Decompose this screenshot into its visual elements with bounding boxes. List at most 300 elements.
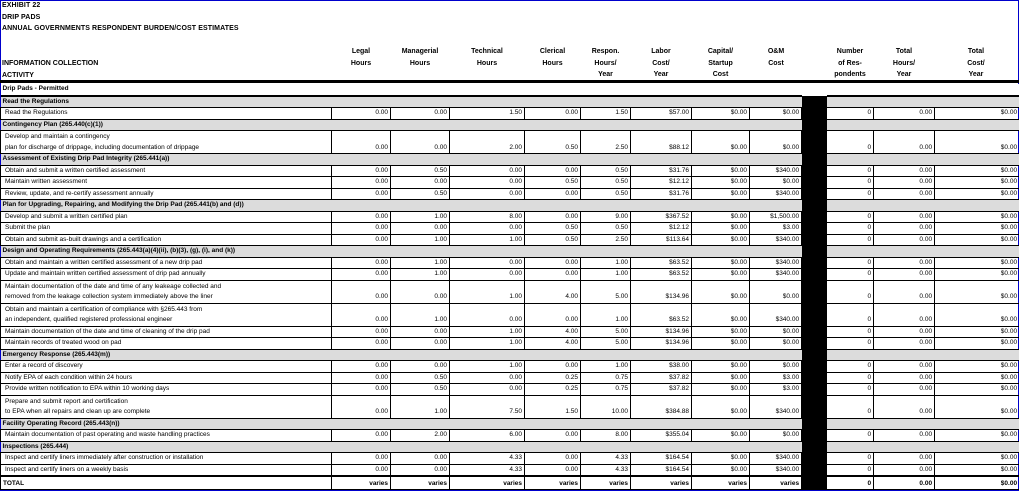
cell-om: $340.00	[750, 395, 802, 418]
cell-om: $1,500.00	[750, 211, 802, 223]
separator-cell	[802, 395, 827, 418]
cell-managerial: 1.00	[391, 211, 450, 223]
cell-respondents: 0	[827, 280, 874, 303]
cell-total-hours: 0.00	[874, 257, 935, 269]
cell-capital: $0.00	[692, 372, 750, 384]
col-header-respon: Respon. Hours/ Year	[591, 48, 620, 78]
cell-capital: $0.00	[692, 280, 750, 303]
cell-capital: $0.00	[692, 430, 750, 442]
cell-om: $340.00	[750, 234, 802, 246]
cell-managerial: 1.00	[391, 395, 450, 418]
activity-label-line: Obtain and maintain a certification of compliance with §265.443 from	[5, 305, 203, 313]
cell-managerial: 0.50	[391, 188, 450, 200]
section-title: Read the Regulations	[1, 96, 802, 108]
cell-clerical: 0.00	[525, 211, 581, 223]
cell-legal: 0.00	[332, 384, 391, 396]
cell-technical: 0.00	[450, 303, 525, 326]
cell-capital: $0.00	[692, 257, 750, 269]
cell-technical: 1.00	[450, 338, 525, 350]
cell-labor: $355.04	[631, 430, 692, 442]
cell-legal: 0.00	[332, 257, 391, 269]
cell-labor: $384.88	[631, 395, 692, 418]
cell-respondents: 0	[827, 372, 874, 384]
table-row	[1, 234, 1019, 246]
cell-clerical: 0.00	[525, 108, 581, 120]
col-header-activity-line1: INFORMATION COLLECTION	[2, 60, 99, 67]
cell-technical: 8.00	[450, 211, 525, 223]
cell-capital: $0.00	[692, 453, 750, 465]
col-header-capital: Capital/ Startup Cost	[707, 48, 734, 78]
cell-labor: $134.96	[631, 326, 692, 338]
cell-respon: 1.00	[581, 361, 631, 373]
separator-cell	[802, 165, 827, 177]
cell-respondents: 0	[827, 211, 874, 223]
cell-respon: 1.00	[581, 269, 631, 281]
cell-legal: 0.00	[332, 269, 391, 281]
activity-label-line: Inspect and certify liners on a weekly basis	[5, 465, 129, 473]
cell-technical: 1.00	[450, 234, 525, 246]
activity-label	[1, 211, 332, 223]
col-header-managerial: Managerial Hours	[401, 48, 439, 67]
col-header-activity-line2: ACTIVITY	[2, 71, 34, 79]
separator-cell	[802, 188, 827, 200]
cell-total-cost: $0.00	[935, 326, 1019, 338]
section-title: Contingency Plan (265.440(c)(1))	[1, 119, 802, 131]
cell-technical: 1.00	[450, 326, 525, 338]
cell-managerial: 0.00	[391, 280, 450, 303]
cell-total-cost: $0.00	[935, 257, 1019, 269]
cell-respondents: 0	[827, 108, 874, 120]
activity-label	[1, 361, 332, 373]
separator-cell	[802, 303, 827, 326]
cell-clerical: 0.00	[525, 257, 581, 269]
cell-respondents: 0	[827, 453, 874, 465]
cell-respon: 5.00	[581, 280, 631, 303]
cell-technical: 1.50	[450, 108, 525, 120]
cell-labor: $37.82	[631, 372, 692, 384]
cell-total-hours: 0.00	[874, 326, 935, 338]
table-row	[1, 338, 1019, 350]
activity-label	[1, 464, 332, 476]
section-header-row	[1, 119, 1019, 131]
cell-legal: 0.00	[332, 372, 391, 384]
cell-om: $0.00	[750, 177, 802, 189]
table-row	[1, 464, 1019, 476]
cell-om: $340.00	[750, 257, 802, 269]
cell-om: $340.00	[750, 453, 802, 465]
activity-label-line: Develop and maintain a contingency	[5, 133, 110, 140]
total-clerical: varies	[525, 476, 581, 490]
cell-technical: 0.00	[450, 188, 525, 200]
cell-total-hours: 0.00	[874, 108, 935, 120]
total-technical: varies	[450, 476, 525, 490]
separator-cell	[802, 441, 827, 453]
col-header-clerical: Clerical Hours	[539, 48, 566, 67]
cell-clerical: 0.00	[525, 430, 581, 442]
activity-label-line: Obtain and maintain a written certified assessment of a new drip pad	[5, 258, 203, 266]
cell-respondents: 0	[827, 177, 874, 189]
cell-managerial: 0.00	[391, 464, 450, 476]
activity-label	[1, 188, 332, 200]
separator-cell	[802, 361, 827, 373]
cell-respondents: 0	[827, 257, 874, 269]
cell-labor: $134.96	[631, 280, 692, 303]
table-row	[1, 280, 1019, 303]
section-title: Plan for Upgrading, Repairing, and Modifying the Drip Pad (265.441(b) and (d))	[1, 200, 802, 212]
cell-legal: 0.00	[332, 303, 391, 326]
separator-cell	[802, 154, 827, 166]
cell-labor: $88.12	[631, 131, 692, 154]
activity-label-line: an independent, qualified registered professional engineer	[5, 316, 173, 323]
section-header-row	[1, 441, 1019, 453]
cell-om: $3.00	[750, 372, 802, 384]
cell-respon: 4.33	[581, 453, 631, 465]
cell-legal: 0.00	[332, 453, 391, 465]
cell-om: $0.00	[750, 430, 802, 442]
cell-clerical: 0.00	[525, 188, 581, 200]
activity-label-line: Provide written notification to EPA within 10 working days	[5, 385, 170, 392]
section-title-right	[827, 418, 1019, 430]
cell-technical: 6.00	[450, 430, 525, 442]
cell-respondents: 0	[827, 430, 874, 442]
cell-total-hours: 0.00	[874, 280, 935, 303]
cell-om: $0.00	[750, 131, 802, 154]
drip-pads-permitted-label: Drip Pads - Permitted	[1, 84, 802, 96]
cell-total-cost: $0.00	[935, 395, 1019, 418]
cell-total-hours: 0.00	[874, 372, 935, 384]
table-row	[1, 257, 1019, 269]
cell-capital: $0.00	[692, 384, 750, 396]
cell-legal: 0.00	[332, 223, 391, 235]
activity-label	[1, 338, 332, 350]
cell-labor: $31.76	[631, 188, 692, 200]
separator-cell	[802, 119, 827, 131]
separator-cell	[802, 211, 827, 223]
top-row-right	[827, 84, 1019, 96]
cell-total-cost: $0.00	[935, 188, 1019, 200]
cell-labor: $37.82	[631, 384, 692, 396]
cell-clerical: 0.50	[525, 131, 581, 154]
cell-clerical: 1.50	[525, 395, 581, 418]
cell-legal: 0.00	[332, 430, 391, 442]
cell-labor: $164.54	[631, 464, 692, 476]
cell-capital: $0.00	[692, 177, 750, 189]
cell-technical: 2.00	[450, 131, 525, 154]
col-header-total-hours: Total Hours/ Year	[892, 48, 916, 78]
activity-label	[1, 280, 332, 303]
section-title: Design and Operating Requirements (265.443(a)(4)(ii), (b)(3), (g), (i), and (k))	[1, 246, 802, 258]
cell-labor: $164.54	[631, 453, 692, 465]
table-row	[1, 453, 1019, 465]
cell-total-hours: 0.00	[874, 223, 935, 235]
cell-capital: $0.00	[692, 234, 750, 246]
cell-respon: 5.00	[581, 326, 631, 338]
section-title-right	[827, 96, 1019, 108]
activity-label	[1, 326, 332, 338]
cell-respon: 0.50	[581, 165, 631, 177]
cell-clerical: 0.50	[525, 234, 581, 246]
total-row	[1, 476, 1019, 490]
cell-technical: 0.00	[450, 269, 525, 281]
table-row	[1, 430, 1019, 442]
cell-clerical: 0.00	[525, 269, 581, 281]
cell-technical: 0.00	[450, 257, 525, 269]
activity-label-line: Maintain records of treated wood on pad	[5, 339, 122, 346]
separator-cell	[802, 223, 827, 235]
table-row	[1, 303, 1019, 326]
cell-managerial: 2.00	[391, 430, 450, 442]
cell-legal: 0.00	[332, 326, 391, 338]
activity-label-line: Enter a record of discovery	[5, 362, 83, 369]
cell-om: $0.00	[750, 280, 802, 303]
activity-label	[1, 223, 332, 235]
section-title: Emergency Response (265.443(m))	[1, 349, 802, 361]
activity-label-line: Inspect and certify liners immediately after construction or installation	[5, 454, 204, 461]
activity-label-line: removed from the leakage collection system immediately above the liner	[5, 293, 213, 300]
table-row	[1, 361, 1019, 373]
cell-respondents: 0	[827, 395, 874, 418]
col-header-technical: Technical Hours	[471, 48, 503, 67]
activity-label-line: Maintain documentation of past operating and waste handling practices	[5, 431, 210, 438]
activity-label-line: plan for discharge of drippage, including documentation of drippage	[5, 143, 200, 151]
cell-labor: $63.52	[631, 303, 692, 326]
cell-respon: 0.50	[581, 177, 631, 189]
cell-capital: $0.00	[692, 223, 750, 235]
cell-technical: 4.33	[450, 453, 525, 465]
cell-technical: 1.00	[450, 280, 525, 303]
cell-respondents: 0	[827, 326, 874, 338]
cell-total-hours: 0.00	[874, 338, 935, 350]
activity-label	[1, 177, 332, 189]
col-header-om: O&M Cost	[767, 48, 785, 67]
cell-total-cost: $0.00	[935, 177, 1019, 189]
cell-capital: $0.00	[692, 108, 750, 120]
activity-label	[1, 269, 332, 281]
separator-cell	[802, 476, 827, 490]
section-title-right	[827, 200, 1019, 212]
cell-total-cost: $0.00	[935, 165, 1019, 177]
cell-total-cost: $0.00	[935, 453, 1019, 465]
separator-cell	[802, 464, 827, 476]
cell-total-cost: $0.00	[935, 131, 1019, 154]
cell-total-cost: $0.00	[935, 384, 1019, 396]
activity-label-line: Develop and submit a written certified plan	[5, 212, 128, 220]
separator-cell	[802, 108, 827, 120]
cell-om: $0.00	[750, 361, 802, 373]
total-respondents: 0	[827, 476, 874, 490]
activity-label-line: Read the Regulations	[5, 109, 68, 116]
cell-om: $3.00	[750, 223, 802, 235]
separator-cell	[802, 246, 827, 258]
activity-label-line: Maintain documentation of the date and time of cleaning of the drip pad	[5, 327, 210, 335]
cell-respondents: 0	[827, 188, 874, 200]
cell-total-cost: $0.00	[935, 372, 1019, 384]
table-row	[1, 131, 1019, 154]
cell-respon: 8.00	[581, 430, 631, 442]
cell-respondents: 0	[827, 269, 874, 281]
separator-cell	[802, 84, 827, 96]
separator-cell	[802, 326, 827, 338]
section-header-row	[1, 154, 1019, 166]
cell-respon: 0.50	[581, 188, 631, 200]
table-row	[1, 108, 1019, 120]
separator-cell	[802, 96, 827, 108]
activity-label	[1, 395, 332, 418]
cell-total-cost: $0.00	[935, 269, 1019, 281]
cell-respon: 0.75	[581, 372, 631, 384]
cell-labor: $63.52	[631, 257, 692, 269]
cell-om: $340.00	[750, 464, 802, 476]
cell-legal: 0.00	[332, 338, 391, 350]
separator-cell	[802, 257, 827, 269]
cell-labor: $113.64	[631, 234, 692, 246]
cell-total-hours: 0.00	[874, 384, 935, 396]
cell-capital: $0.00	[692, 361, 750, 373]
activity-label	[1, 430, 332, 442]
cell-legal: 0.00	[332, 188, 391, 200]
section-title-right	[827, 246, 1019, 258]
cell-om: $340.00	[750, 188, 802, 200]
cell-capital: $0.00	[692, 165, 750, 177]
cell-technical: 1.00	[450, 361, 525, 373]
cell-total-hours: 0.00	[874, 453, 935, 465]
cell-total-cost: $0.00	[935, 280, 1019, 303]
cell-labor: $57.00	[631, 108, 692, 120]
activity-label	[1, 257, 332, 269]
cell-total-hours: 0.00	[874, 361, 935, 373]
cell-clerical: 0.25	[525, 372, 581, 384]
cell-managerial: 1.00	[391, 234, 450, 246]
cell-clerical: 0.00	[525, 453, 581, 465]
cell-managerial: 0.50	[391, 384, 450, 396]
cell-om: $0.00	[750, 338, 802, 350]
separator-cell	[802, 372, 827, 384]
cell-respon: 2.50	[581, 234, 631, 246]
cell-respon: 10.00	[581, 395, 631, 418]
table-row	[1, 372, 1019, 384]
total-label: TOTAL	[1, 476, 332, 490]
activity-label-line: Update and maintain written certified assessment of drip pad annually	[5, 270, 206, 277]
table-row	[1, 395, 1019, 418]
cell-respondents: 0	[827, 338, 874, 350]
cell-labor: $134.96	[631, 338, 692, 350]
cell-respondents: 0	[827, 303, 874, 326]
cell-capital: $0.00	[692, 395, 750, 418]
cell-legal: 0.00	[332, 234, 391, 246]
table-row	[1, 326, 1019, 338]
activity-label-line: Review, update, and re-certify assessment annually	[5, 189, 154, 197]
cell-managerial: 0.00	[391, 338, 450, 350]
activity-label-line: Notify EPA of each condition within 24 hours	[5, 373, 133, 381]
cell-technical: 0.00	[450, 372, 525, 384]
cell-technical: 4.33	[450, 464, 525, 476]
separator-cell	[802, 280, 827, 303]
activity-label-line: Obtain and submit as-built drawings and a certification	[5, 235, 162, 243]
cell-total-cost: $0.00	[935, 464, 1019, 476]
separator-cell	[802, 430, 827, 442]
activity-label	[1, 453, 332, 465]
separator-cell	[802, 234, 827, 246]
cell-total-cost: $0.00	[935, 211, 1019, 223]
cell-managerial: 0.00	[391, 453, 450, 465]
cell-respon: 9.00	[581, 211, 631, 223]
cell-om: $340.00	[750, 303, 802, 326]
cell-total-hours: 0.00	[874, 303, 935, 326]
cell-respon: 0.75	[581, 384, 631, 396]
cell-om: $0.00	[750, 108, 802, 120]
separator-cell	[802, 131, 827, 154]
cell-respon: 4.33	[581, 464, 631, 476]
table-row	[1, 188, 1019, 200]
col-header-legal: Legal Hours	[350, 48, 372, 67]
total-labor: varies	[631, 476, 692, 490]
activity-label	[1, 131, 332, 154]
burden-table	[0, 84, 1019, 490]
total-capital: varies	[692, 476, 750, 490]
cell-capital: $0.00	[692, 131, 750, 154]
cell-respondents: 0	[827, 131, 874, 154]
section-title: Inspections (265.444)	[1, 441, 802, 453]
cell-technical: 0.00	[450, 384, 525, 396]
table-row	[1, 223, 1019, 235]
cell-respon: 5.00	[581, 338, 631, 350]
cell-capital: $0.00	[692, 326, 750, 338]
cell-managerial: 0.00	[391, 326, 450, 338]
cell-technical: 0.00	[450, 223, 525, 235]
cell-respondents: 0	[827, 223, 874, 235]
cell-legal: 0.00	[332, 165, 391, 177]
separator-cell	[802, 384, 827, 396]
cell-total-cost: $0.00	[935, 108, 1019, 120]
cell-clerical: 0.00	[525, 464, 581, 476]
cell-total-hours: 0.00	[874, 177, 935, 189]
header-rule	[0, 80, 1019, 83]
separator-cell	[802, 349, 827, 361]
cell-respon: 2.50	[581, 131, 631, 154]
cell-respondents: 0	[827, 234, 874, 246]
cell-om: $0.00	[750, 326, 802, 338]
cell-legal: 0.00	[332, 211, 391, 223]
cell-capital: $0.00	[692, 188, 750, 200]
section-title-right	[827, 441, 1019, 453]
cell-om: $340.00	[750, 269, 802, 281]
section-header-row	[1, 418, 1019, 430]
cell-respon: 1.00	[581, 257, 631, 269]
cell-om: $3.00	[750, 384, 802, 396]
cell-capital: $0.00	[692, 211, 750, 223]
total-total-cost: $0.00	[935, 476, 1019, 490]
activity-label	[1, 384, 332, 396]
cell-total-hours: 0.00	[874, 234, 935, 246]
section-title: Facility Operating Record (265.443(n))	[1, 418, 802, 430]
separator-cell	[802, 177, 827, 189]
cell-clerical: 0.50	[525, 177, 581, 189]
cell-labor: $367.52	[631, 211, 692, 223]
cell-managerial: 1.00	[391, 257, 450, 269]
separator-cell	[802, 269, 827, 281]
section-header-row	[1, 96, 1019, 108]
cell-capital: $0.00	[692, 338, 750, 350]
col-header-labor: Labor Cost/ Year	[651, 48, 671, 78]
activity-label	[1, 165, 332, 177]
cell-clerical: 0.25	[525, 384, 581, 396]
cell-total-cost: $0.00	[935, 223, 1019, 235]
exhibit-number: EXHIBIT 22	[2, 2, 41, 9]
cell-total-hours: 0.00	[874, 464, 935, 476]
total-managerial: varies	[391, 476, 450, 490]
exhibit-title: DRIP PADS	[2, 14, 41, 21]
cell-managerial: 0.00	[391, 108, 450, 120]
